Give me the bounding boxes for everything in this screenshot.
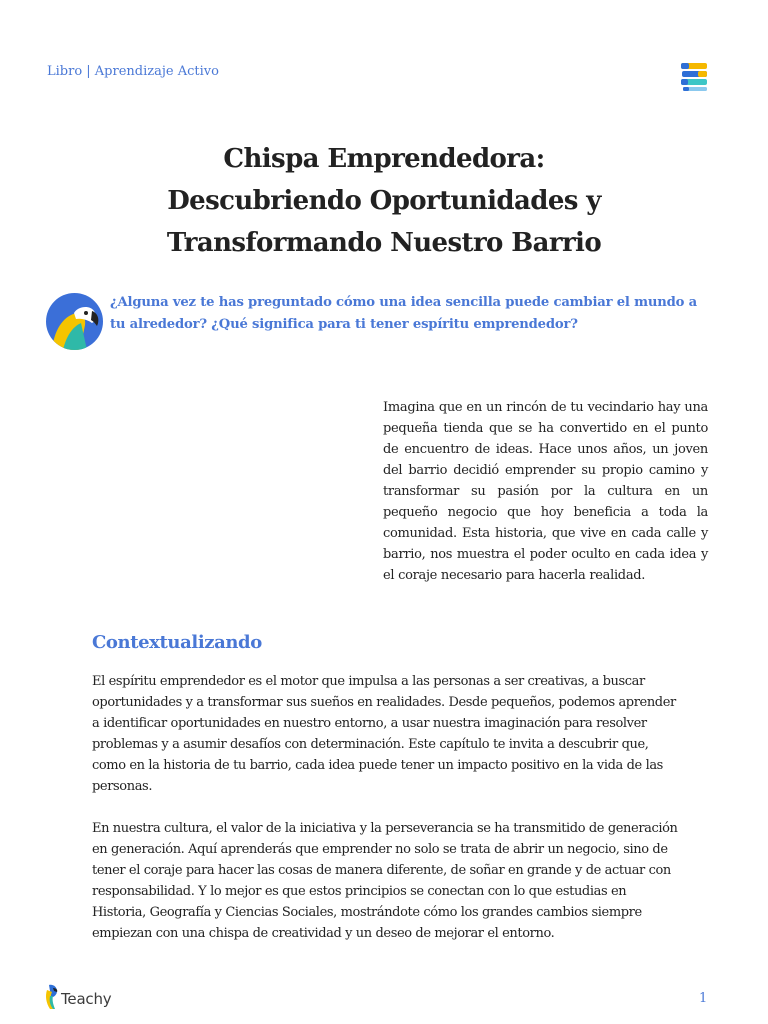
intro-story-paragraph: Imagina que en un rincón de tu vecindario hay una pequeña tienda que se ha convertido en el punto de encuentro de ideas. Hace unos años, un joven del barrio decidió emprender su propio camino y transformar su pasión por la cultura en un pequeño negocio que hoy beneficia a toda la comunidad. Esta historia, que vive en cada calle y barrio, nos muestra el poder oculto en cada idea y el coraje necesario para hacerla realidad. bbox=[383, 400, 708, 583]
breadcrumb: Libro | Aprendizaje Activo bbox=[47, 64, 219, 79]
section-paragraph-1: El espíritu emprendedor es el motor que impulsa a las personas a ser creativas, a buscar oportunidades y a transformar sus sueños en realidades. Desde pequeños, podemos aprender a identificar oportunidades en nuestro entorno, a usar nuestra imaginación para resolver problemas y a asumir desafíos con determinación. Este capítulo te invita a descubrir que, como en la historia de tu barrio, cada idea puede tener un impacto positivo en la vida de las personas. bbox=[92, 674, 676, 794]
section-heading: Contextualizando bbox=[92, 632, 262, 653]
footer-brand: Teachy bbox=[61, 990, 112, 1008]
parrot-avatar-icon bbox=[46, 293, 103, 350]
footer-logo[interactable] bbox=[44, 984, 111, 1014]
intro-question: ¿Alguna vez te has preguntado cómo una idea sencilla puede cambiar el mundo a tu alrededor? ¿Qué significa para ti tener espíritu emprendedor? bbox=[110, 295, 698, 332]
teachy-parrot-icon bbox=[44, 984, 59, 1014]
title-line-2: Descubriendo Oportunidades y bbox=[167, 186, 601, 216]
page-number: 1 bbox=[699, 991, 708, 1006]
title-line-1: Chispa Emprendedora: bbox=[223, 144, 545, 174]
title-line-3: Transformando Nuestro Barrio bbox=[166, 228, 602, 258]
page-title bbox=[84, 138, 684, 264]
section-paragraph-2: En nuestra cultura, el valor de la iniciativa y la perseverancia se ha transmitido de generación en generación. Aquí aprenderás que emprender no solo se trata de abrir un negocio, sino de tener el coraje para hacer las cosas de manera diferente, de soñar en grande y de actuar con responsabilidad. Y lo mejor es que estos principios se conectan con lo que estudias en Historia, Geografía y Ciencias Sociales, mostrándote cómo los grandes cambios siempre empiezan con una chispa de creatividad y un deseo de mejorar el entorno. bbox=[92, 821, 678, 941]
stacked-books-icon bbox=[680, 62, 708, 92]
